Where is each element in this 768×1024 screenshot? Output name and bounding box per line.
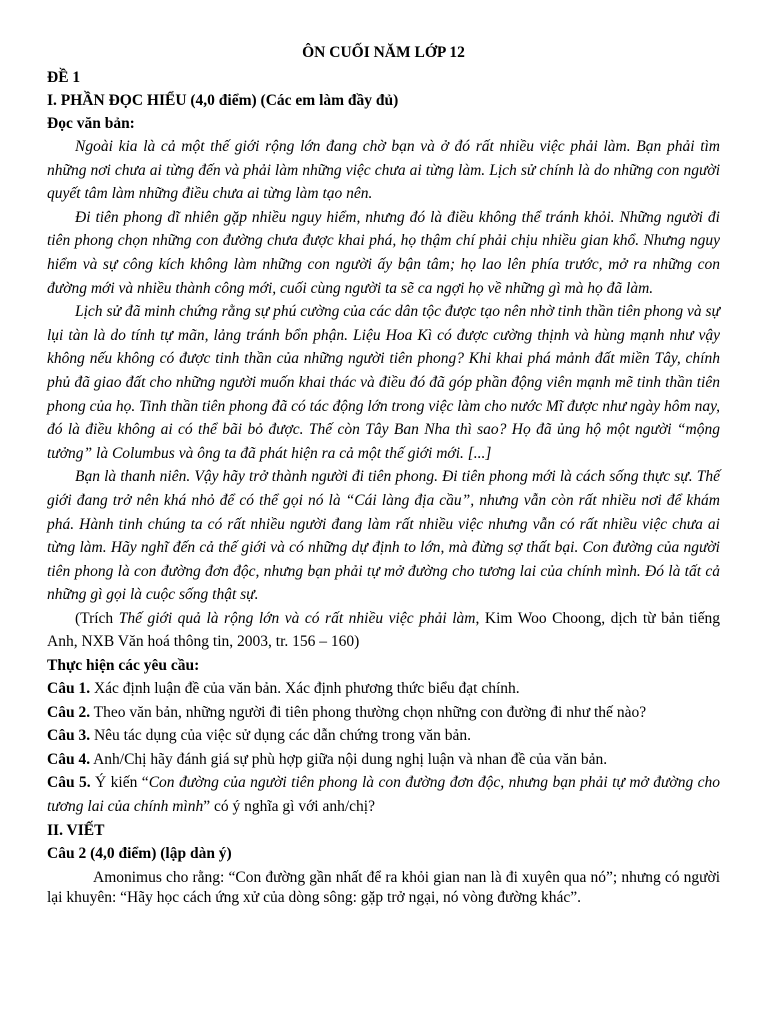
question-item <box>47 724 720 748</box>
question-text: Xác định luận đề của văn bản. Xác định phương thức biểu đạt chính. <box>90 680 520 698</box>
question-label: Câu 1. <box>47 680 91 698</box>
question-text: Anh/Chị hãy đánh giá sự phù hợp giữa nội dung nghị luận và nhan đề của văn bản. <box>90 750 608 768</box>
question-text: ” có ý nghĩa gì với anh/chị? <box>203 798 375 816</box>
question-label: Câu 2. <box>47 703 91 721</box>
question-item <box>47 748 720 772</box>
passage-paragraph: Đi tiên phong dĩ nhiên gặp nhiều nguy hiểm, nhưng đó là điều không thể tránh khỏi. Những người đi tiên phong chọn những con đường chưa được khai phá, họ thậm chí phải chịu nhiều gian khổ. Nhưng nguy hiểm và sự công kích không làm những con người ấy bận tâm; họ lao lên phía trước, mở ra những con đường mới và nhiều thành công mới, cuối cùng người ta sẽ ca ngợi họ về những gì mà họ đã làm. <box>47 208 720 297</box>
tasks-label: Thực hiện các yêu cầu: <box>47 657 200 675</box>
page-title: ÔN CUỐI NĂM LỚP 12 <box>302 44 465 61</box>
citation-prefix: (Trích <box>75 609 119 627</box>
question-quote: Con đường của người tiên phong là con đường đơn độc, nhưng bạn phải tự mở đường cho tương lai của chính mình <box>47 774 720 816</box>
question-label: Câu 4. <box>47 750 91 768</box>
question-item <box>47 771 720 818</box>
section2-heading: II. VIẾT <box>47 821 105 839</box>
citation-suffix: , Kim Woo Choong, dịch từ bản tiếng Anh, NXB Văn hoá thông tin, 2003, tr. 156 – 160) <box>47 609 720 651</box>
question-text: Ý kiến “ <box>90 774 149 792</box>
passage-paragraph: Ngoài kia là cả một thế giới rộng lớn đang chờ bạn và ở đó rất nhiều việc phải làm. Bạn phải tìm những nơi chưa ai từng đến và phải làm những việc chưa ai từng làm. Lịch sử chính là do những con người quyết tâm làm những điều chưa ai từng làm tạo nên. <box>47 138 720 203</box>
question-label: Câu 3. <box>47 727 91 745</box>
question-label: Câu 5. <box>47 774 91 792</box>
question-item <box>47 701 720 725</box>
essay-heading: Câu 2 (4,0 điểm) (lập dàn ý) <box>47 844 232 862</box>
citation-book-title: Thế giới quả là rộng lớn và có rất nhiều việc phải làm <box>118 609 476 627</box>
passage-paragraph: Lịch sử đã minh chứng rằng sự phú cường của các dân tộc được tạo nên nhờ tinh thần tiên phong và sự lụi tàn là do tính tự mãn, lảng tránh bổn phận. Liệu Hoa Kì có được cường thịnh và hùng mạnh như vậy không nếu không có được tinh thần của những người tiên phong? Khi khai phá mảnh đất miền Tây, chính phủ đã giao đất cho những người muốn khai thác và điều đó đã góp phần động viên mạnh mẽ tinh thần tiên phong của họ. Tinh thần tiên phong đã có tác động lớn trong việc làm cho nước Mĩ được như ngày hôm nay, đó là điều không ai có thể bãi bỏ được. Thế còn Tây Ban Nha thì sao? Họ đã ủng hộ một người “mộng tưởng” là Columbus và ông ta đã phát hiện ra cả một thế giới mới. [...] <box>47 303 720 462</box>
section1-heading: I. PHẦN ĐỌC HIỂU (4,0 điểm) (Các em làm đầy đủ) <box>47 92 399 109</box>
question-item <box>47 677 720 701</box>
question-text: Theo văn bản, những người đi tiên phong thường chọn những con đường đi như thế nào? <box>90 703 647 721</box>
document-page <box>47 42 720 908</box>
exam-label: ĐỀ 1 <box>47 69 81 86</box>
essay-prompt: Amonimus cho rằng: “Con đường gần nhất để ra khỏi gian nan là đi xuyên qua nó”; nhưng có người lại khuyên: “Hãy học cách ứng xử của dòng sông: gặp trở ngại, nó vòng đường khác”. <box>47 868 720 906</box>
citation <box>47 607 720 654</box>
passage-paragraph: Bạn là thanh niên. Vậy hãy trở thành người đi tiên phong. Đi tiên phong mới là cách sống thực sự. Thế giới đang trở nên khá nhỏ để có thể gọi nó là “Cái làng địa cầu”, nhưng vẫn còn rất nhiều nơi để khám phá. Hành tinh chúng ta có rất nhiều người đang làm rất nhiều việc nhưng vẫn có rất nhiều việc chưa ai từng làm. Hãy nghĩ đến cả thế giới và có những dự định to lớn, mà đừng sợ thất bại. Con đường của người tiên phong là con đường đơn độc, nhưng bạn phải tự mở đường cho tương lai của chính mình. Đó là tất cả những gì gọi là cuộc sống thật sự. <box>47 468 720 604</box>
reading-label: Đọc văn bản: <box>47 115 135 132</box>
question-text: Nêu tác dụng của việc sử dụng các dẫn chứng trong văn bản. <box>90 727 472 745</box>
